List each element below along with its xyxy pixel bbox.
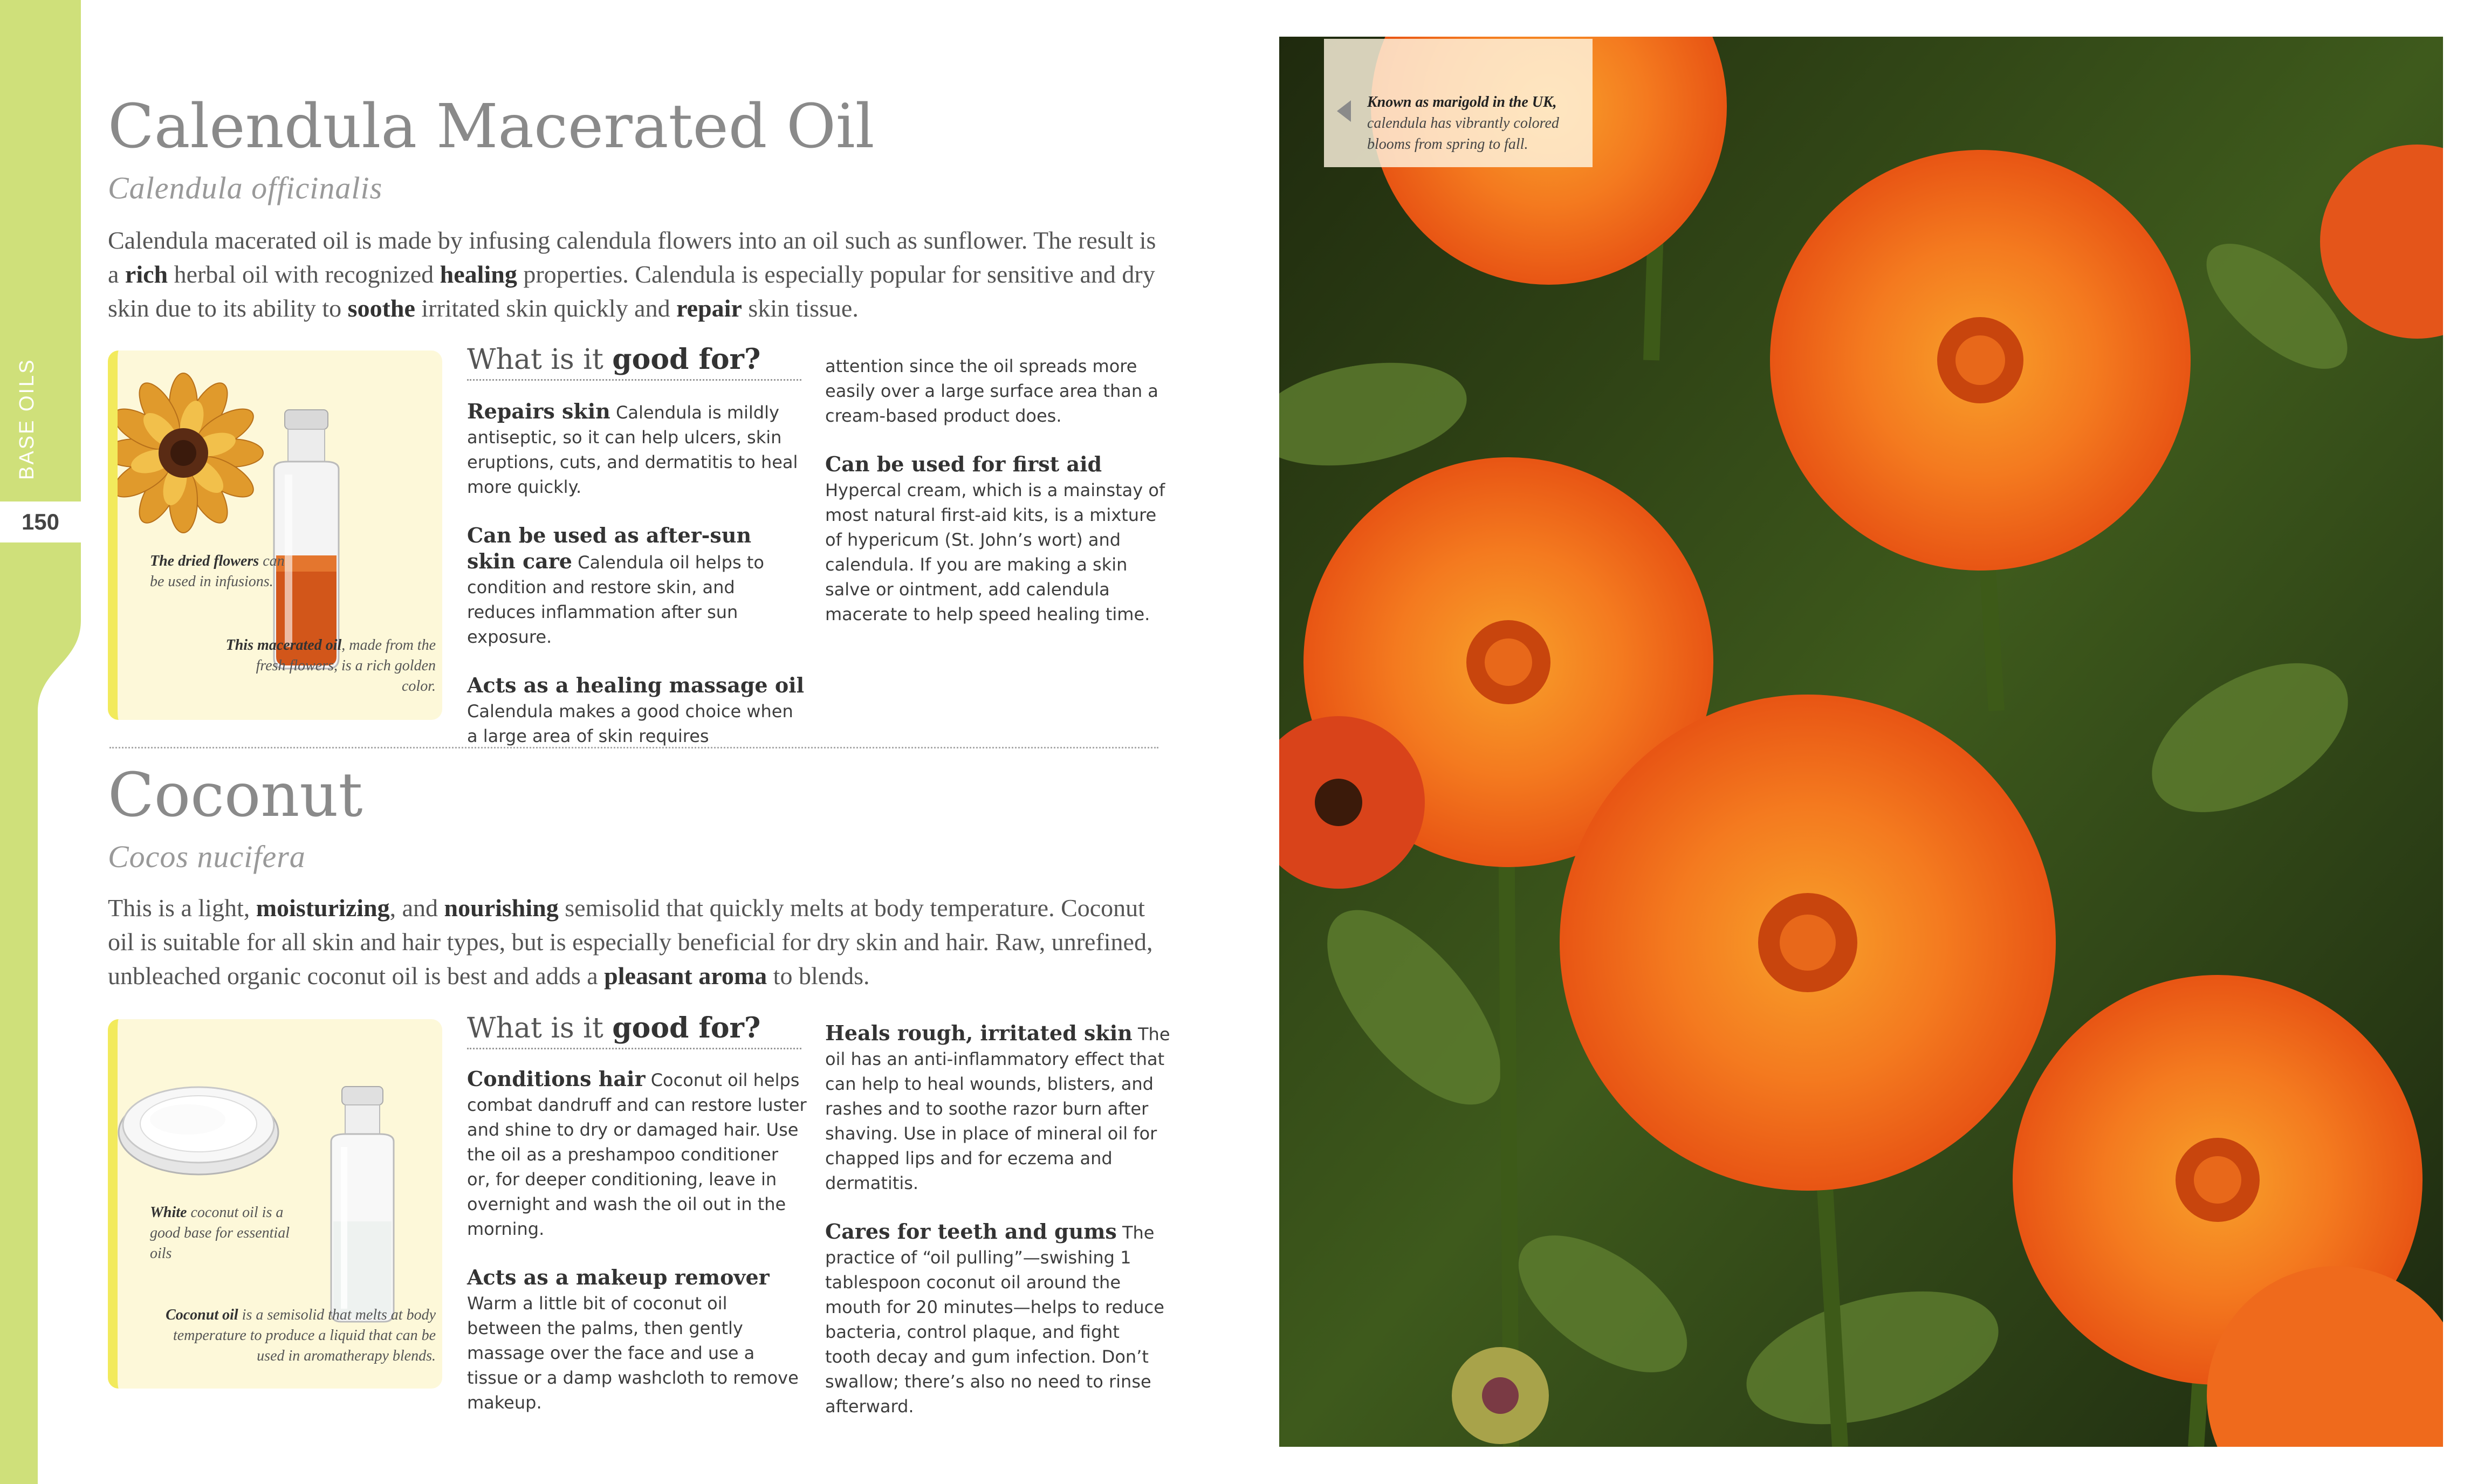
section-tab-label: BASE OILS — [16, 358, 38, 480]
calendula-good-for-heading: What is it good for? — [467, 343, 801, 381]
coconut-intro: This is a light, moisturizing, and nourishing semisolid that quickly melts at body temperature. Coconut oil is suitable for all skin and hair types, but is especially beneficial for dry skin and hair. Raw, unrefined, unbleached organic coconut oil is best and adds a pleasant aroma to blends. — [108, 894, 1153, 990]
calendula-photo — [1279, 37, 2443, 1447]
benefit-item: attention since the oil spreads more easily over a large surface area than a cream-based product does. — [825, 356, 1158, 426]
coconut-benefits-col2 — [825, 1021, 1170, 1442]
benefit-item: Can be used for first aid Hypercal cream, which is a mainstay of most natural first-aid kits, is a mixture of hypericum (St. John’s wort) and calendula. If you are making a skin salve or ointment, add calendula macerate to help speed healing time. — [825, 452, 1165, 624]
benefit-heading: Acts as a healing massage oil — [467, 673, 805, 697]
page-number: 150 — [21, 509, 60, 534]
calendula-intro: Calendula macerated oil is made by infusing calendula flowers into an oil such as sunflower. The result is a rich herbal oil with recognized healing properties. Calendula is especially popular for sensitive and dry skin due to its ability to soothe irritated skin quickly and repair skin tissue. — [108, 226, 1156, 322]
calendula-caption-flowers: The dried flowers can be used in infusions. — [150, 553, 285, 590]
benefit-item: Repairs skin Calendula is mildly antiseptic, so it can help ulcers, skin eruptions, cuts, and dermatitis to heal more quickly. — [467, 399, 798, 497]
calendula-benefits-col1 — [467, 399, 807, 772]
calendula-title: Calendula Macerated Oil — [108, 92, 875, 162]
benefit-item: Acts as a makeup remover Warm a little bit of coconut oil between the palms, then gently massage over the face and use a tissue or a damp washcloth to remove makeup. — [467, 1265, 799, 1413]
benefit-item: Conditions hair Coconut oil helps combat dandruff and can restore luster and shine to dry or damaged hair. Use the oil as a preshampoo conditioner or, for deeper conditioning, leave in overnight and wash the oil out in the morning. — [467, 1067, 807, 1239]
coconut-latin-name: Cocos nucifera — [108, 839, 306, 874]
benefit-heading: Repairs skin — [467, 399, 610, 423]
calendula-caption-oil: This macerated oil, made from the fresh flowers, is a rich golden color. — [225, 637, 436, 695]
coconut-caption-bottle: Coconut oil is a semisolid that melts at body temperature to produce a liquid that can be used in aromatherapy blends. — [166, 1307, 436, 1364]
benefit-heading: Cares for teeth and gums — [825, 1219, 1117, 1243]
calendula-latin-name: Calendula officinalis — [108, 170, 383, 205]
benefit-heading: Can be used for first aid — [825, 452, 1102, 476]
benefit-heading: Acts as a makeup remover — [467, 1265, 770, 1289]
section-divider — [109, 747, 1158, 748]
coconut-title: Coconut — [108, 760, 363, 830]
calendula-benefits-col2 — [825, 354, 1170, 650]
benefit-item: Can be used as after-sun skin care Calendula oil helps to condition and restore skin, and reduces inflammation after sun exposure. — [467, 523, 764, 647]
benefit-heading: Can be used as after-sun skin care — [467, 523, 752, 573]
benefit-item: Acts as a healing massage oil Calendula makes a good choice when a large area of skin requires — [467, 673, 805, 746]
margin-band — [0, 0, 81, 1484]
coconut-caption-dish: White coconut oil is a good base for essential oils — [150, 1204, 290, 1262]
coconut-benefits-col1 — [467, 1067, 807, 1439]
benefit-item: Cares for teeth and gums The practice of “oil pulling”—swishing 1 tablespoon coconut oil around the mouth for 20 minutes—helps to reduce bacteria, control plaque, and fight tooth decay and gum infection. Don’t swallow; there’s also no need to rinse afterward. — [825, 1219, 1164, 1417]
benefit-item: Heals rough, irritated skin The oil has an anti-inflammatory effect that can help to heal wounds, blisters, and rashes and to soothe razor burn after shaving. Use in place of mineral oil for chapped lips and for eczema and dermatitis. — [825, 1021, 1170, 1193]
coconut-image-box — [108, 1019, 442, 1389]
coconut-good-for-heading: What is it good for? — [467, 1012, 801, 1049]
benefit-heading: Heals rough, irritated skin — [825, 1021, 1133, 1045]
caption-pointer-icon — [1335, 99, 1353, 123]
benefit-heading: Conditions hair — [467, 1067, 646, 1091]
photo-caption-text: Known as marigold in the UK, calendula has vibrantly colored blooms from spring to fall. — [1367, 94, 1559, 153]
calendula-image-box — [108, 351, 442, 720]
